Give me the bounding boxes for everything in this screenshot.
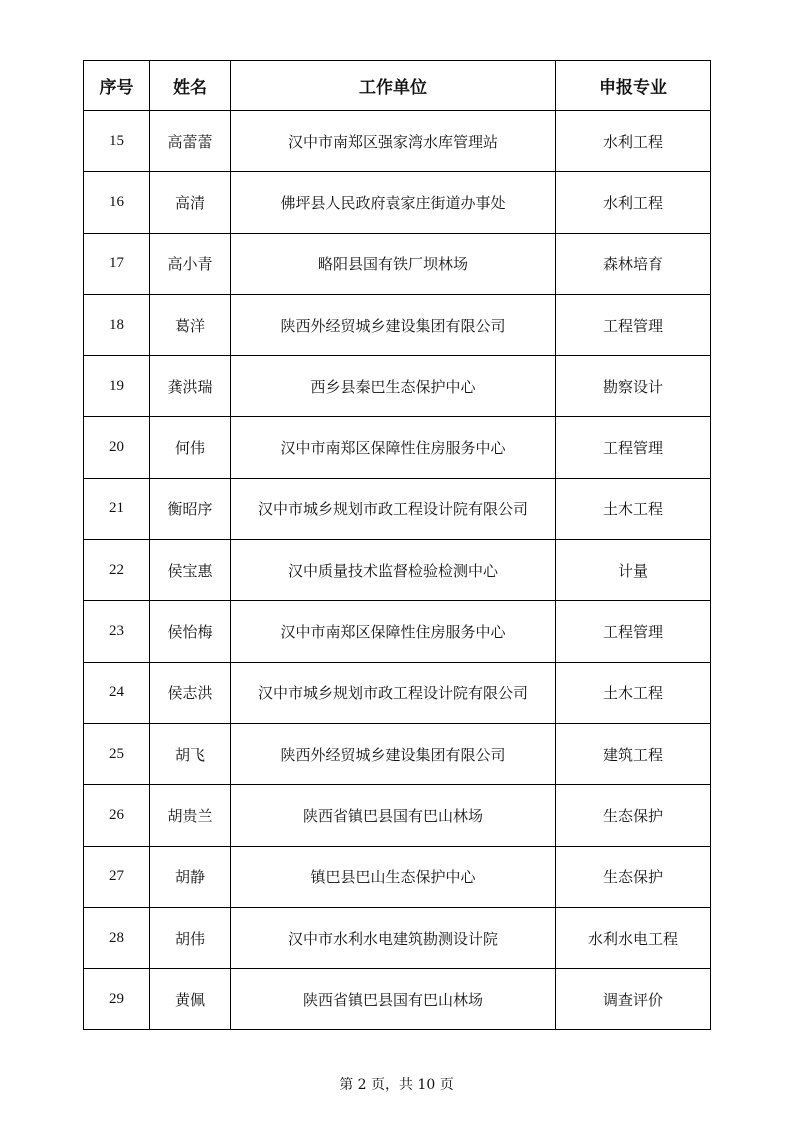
cell-unit: 汉中市城乡规划市政工程设计院有限公司 — [231, 662, 556, 723]
cell-index: 15 — [84, 111, 150, 172]
cell-unit: 汉中市南郑区保障性住房服务中心 — [231, 417, 556, 478]
cell-index: 16 — [84, 172, 150, 233]
table-header-row — [84, 61, 711, 111]
cell-index: 24 — [84, 662, 150, 723]
cell-specialty: 森林培育 — [556, 233, 711, 294]
cell-index: 29 — [84, 969, 150, 1030]
cell-name: 侯宝惠 — [150, 540, 231, 601]
cell-index: 17 — [84, 233, 150, 294]
table-row — [84, 540, 711, 601]
cell-unit: 汉中市水利水电建筑勘测设计院 — [231, 907, 556, 968]
cell-index: 20 — [84, 417, 150, 478]
header-name: 姓名 — [150, 61, 231, 111]
cell-unit: 汉中市南郑区强家湾水库管理站 — [231, 111, 556, 172]
table-row — [84, 907, 711, 968]
cell-index: 28 — [84, 907, 150, 968]
cell-name: 侯志洪 — [150, 662, 231, 723]
cell-name: 何伟 — [150, 417, 231, 478]
cell-unit: 汉中市南郑区保障性住房服务中心 — [231, 601, 556, 662]
table-row — [84, 233, 711, 294]
cell-unit: 陕西省镇巴县国有巴山林场 — [231, 969, 556, 1030]
header-index: 序号 — [84, 61, 150, 111]
cell-specialty: 水利工程 — [556, 172, 711, 233]
table-row — [84, 478, 711, 539]
table-row — [84, 294, 711, 355]
cell-specialty: 土木工程 — [556, 662, 711, 723]
cell-specialty: 水利工程 — [556, 111, 711, 172]
table-row — [84, 662, 711, 723]
cell-name: 龚洪瑞 — [150, 356, 231, 417]
cell-unit: 略阳县国有铁厂坝林场 — [231, 233, 556, 294]
cell-index: 25 — [84, 723, 150, 784]
table-row — [84, 969, 711, 1030]
cell-index: 21 — [84, 478, 150, 539]
cell-index: 23 — [84, 601, 150, 662]
cell-unit: 陕西省镇巴县国有巴山林场 — [231, 785, 556, 846]
cell-index: 27 — [84, 846, 150, 907]
cell-specialty: 水利水电工程 — [556, 907, 711, 968]
page-footer: 第 2 页，共 10 页 — [339, 1077, 454, 1093]
cell-unit: 汉中市城乡规划市政工程设计院有限公司 — [231, 478, 556, 539]
cell-name: 胡飞 — [150, 723, 231, 784]
cell-index: 22 — [84, 540, 150, 601]
cell-specialty: 工程管理 — [556, 601, 711, 662]
cell-name: 侯怡梅 — [150, 601, 231, 662]
cell-name: 衡昭序 — [150, 478, 231, 539]
cell-unit: 陕西外经贸城乡建设集团有限公司 — [231, 294, 556, 355]
cell-specialty: 勘察设计 — [556, 356, 711, 417]
cell-name: 葛洋 — [150, 294, 231, 355]
cell-name: 胡伟 — [150, 907, 231, 968]
cell-index: 19 — [84, 356, 150, 417]
cell-specialty: 生态保护 — [556, 846, 711, 907]
personnel-table — [83, 60, 711, 1030]
table-row — [84, 785, 711, 846]
table-row — [84, 601, 711, 662]
cell-unit: 佛坪县人民政府袁家庄街道办事处 — [231, 172, 556, 233]
header-specialty: 申报专业 — [556, 61, 711, 111]
cell-name: 高清 — [150, 172, 231, 233]
cell-unit: 镇巴县巴山生态保护中心 — [231, 846, 556, 907]
cell-unit: 西乡县秦巴生态保护中心 — [231, 356, 556, 417]
cell-specialty: 生态保护 — [556, 785, 711, 846]
cell-unit: 陕西外经贸城乡建设集团有限公司 — [231, 723, 556, 784]
cell-name: 黄佩 — [150, 969, 231, 1030]
table-row — [84, 356, 711, 417]
header-unit: 工作单位 — [231, 61, 556, 111]
cell-index: 18 — [84, 294, 150, 355]
cell-specialty: 建筑工程 — [556, 723, 711, 784]
cell-name: 高蕾蕾 — [150, 111, 231, 172]
cell-name: 高小青 — [150, 233, 231, 294]
cell-specialty: 调查评价 — [556, 969, 711, 1030]
cell-specialty: 工程管理 — [556, 417, 711, 478]
table-row — [84, 111, 711, 172]
table-row — [84, 417, 711, 478]
cell-specialty: 土木工程 — [556, 478, 711, 539]
cell-name: 胡贵兰 — [150, 785, 231, 846]
table-row — [84, 172, 711, 233]
cell-unit: 汉中质量技术监督检验检测中心 — [231, 540, 556, 601]
cell-specialty: 计量 — [556, 540, 711, 601]
cell-name: 胡静 — [150, 846, 231, 907]
cell-index: 26 — [84, 785, 150, 846]
table-row — [84, 846, 711, 907]
cell-specialty: 工程管理 — [556, 294, 711, 355]
table-row — [84, 723, 711, 784]
